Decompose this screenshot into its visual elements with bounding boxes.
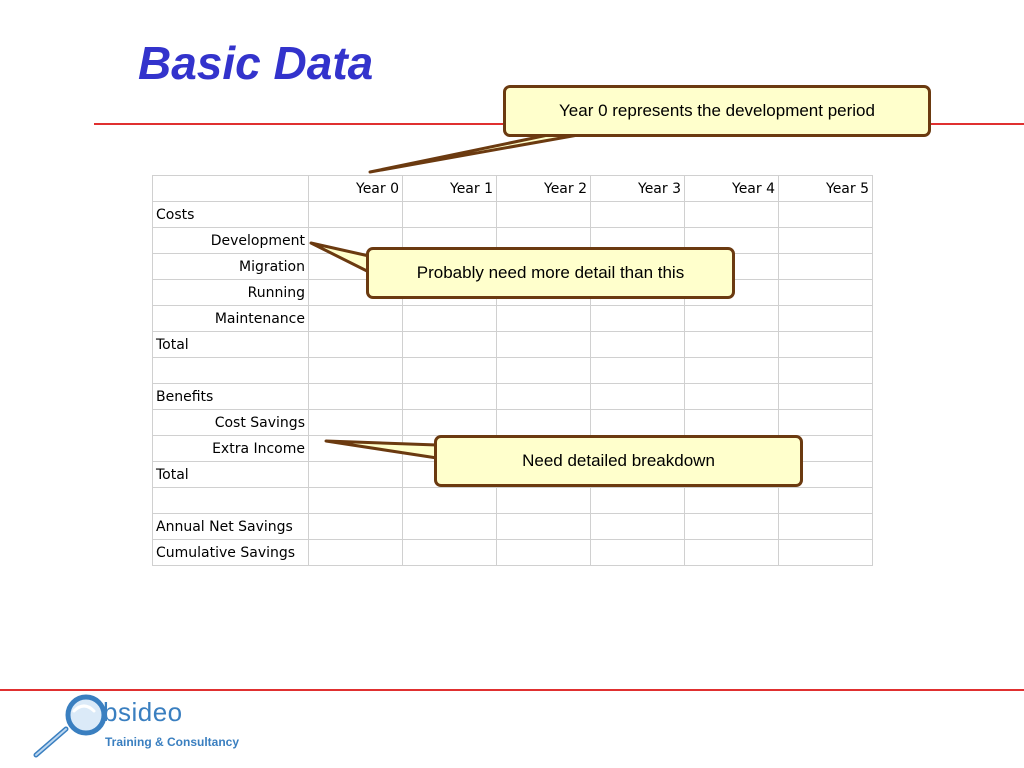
value-cell[interactable] (591, 410, 685, 436)
logo-wordmark: bsideo (103, 697, 183, 727)
value-cell[interactable] (779, 514, 873, 540)
value-cell[interactable] (779, 228, 873, 254)
table-row (153, 358, 873, 384)
logo-tagline: Training & Consultancy (105, 735, 240, 749)
value-cell[interactable] (591, 488, 685, 514)
value-cell[interactable] (779, 358, 873, 384)
value-cell[interactable] (779, 488, 873, 514)
value-cell[interactable] (403, 202, 497, 228)
header-cell-year-0: Year 0 (309, 176, 403, 202)
row-label: Running (153, 280, 309, 306)
value-cell[interactable] (591, 384, 685, 410)
value-cell[interactable] (309, 540, 403, 566)
value-cell[interactable] (497, 202, 591, 228)
value-cell[interactable] (403, 384, 497, 410)
value-cell[interactable] (685, 410, 779, 436)
value-cell[interactable] (779, 384, 873, 410)
value-cell[interactable] (309, 306, 403, 332)
value-cell[interactable] (685, 540, 779, 566)
value-cell[interactable] (309, 358, 403, 384)
value-cell[interactable] (685, 306, 779, 332)
header-cell-year-2: Year 2 (497, 176, 591, 202)
value-cell[interactable] (685, 332, 779, 358)
row-label: Cumulative Savings (153, 540, 309, 566)
value-cell[interactable] (685, 488, 779, 514)
value-cell[interactable] (309, 332, 403, 358)
value-cell[interactable] (497, 332, 591, 358)
value-cell[interactable] (403, 488, 497, 514)
value-cell[interactable] (779, 202, 873, 228)
value-cell[interactable] (591, 540, 685, 566)
row-label: Annual Net Savings (153, 514, 309, 540)
callout-year0: Year 0 represents the development period (503, 85, 931, 137)
value-cell[interactable] (685, 202, 779, 228)
bottom-divider (0, 689, 1024, 691)
value-cell[interactable] (309, 410, 403, 436)
value-cell[interactable] (403, 306, 497, 332)
callout-more-detail: Probably need more detail than this (366, 247, 735, 299)
value-cell[interactable] (779, 332, 873, 358)
table-header-row (153, 176, 873, 202)
header-cell-year-4: Year 4 (685, 176, 779, 202)
value-cell[interactable] (779, 540, 873, 566)
value-cell[interactable] (403, 358, 497, 384)
table-row (153, 488, 873, 514)
value-cell[interactable] (779, 410, 873, 436)
header-cell-empty (153, 176, 309, 202)
table-row (153, 332, 873, 358)
value-cell[interactable] (779, 306, 873, 332)
row-label: Migration (153, 254, 309, 280)
value-cell[interactable] (309, 436, 403, 462)
header-cell-year-5: Year 5 (779, 176, 873, 202)
table-row (153, 306, 873, 332)
value-cell[interactable] (403, 332, 497, 358)
table-row (153, 384, 873, 410)
value-cell[interactable] (685, 358, 779, 384)
value-cell[interactable] (309, 384, 403, 410)
row-label: Maintenance (153, 306, 309, 332)
value-cell[interactable] (309, 514, 403, 540)
row-label: Extra Income (153, 436, 309, 462)
value-cell[interactable] (497, 410, 591, 436)
table-row (153, 410, 873, 436)
value-cell[interactable] (591, 332, 685, 358)
row-label: Benefits (153, 384, 309, 410)
value-cell[interactable] (591, 514, 685, 540)
header-cell-year-3: Year 3 (591, 176, 685, 202)
callout-pointer-year0 (370, 135, 578, 172)
value-cell[interactable] (779, 254, 873, 280)
value-cell[interactable] (591, 358, 685, 384)
callout-detailed-breakdown: Need detailed breakdown (434, 435, 803, 487)
value-cell[interactable] (591, 306, 685, 332)
value-cell[interactable] (497, 358, 591, 384)
value-cell[interactable] (497, 384, 591, 410)
value-cell[interactable] (685, 514, 779, 540)
row-label: Total (153, 462, 309, 488)
value-cell[interactable] (403, 514, 497, 540)
row-label (153, 358, 309, 384)
value-cell[interactable] (309, 488, 403, 514)
value-cell[interactable] (309, 202, 403, 228)
slide-title: Basic Data (138, 37, 374, 89)
value-cell[interactable] (497, 540, 591, 566)
header-cell-year-1: Year 1 (403, 176, 497, 202)
row-label: Costs (153, 202, 309, 228)
table-row (153, 540, 873, 566)
value-cell[interactable] (309, 462, 403, 488)
value-cell[interactable] (497, 514, 591, 540)
value-cell[interactable] (497, 306, 591, 332)
row-label: Total (153, 332, 309, 358)
table-row (153, 202, 873, 228)
value-cell[interactable] (403, 410, 497, 436)
row-label (153, 488, 309, 514)
value-cell[interactable] (779, 280, 873, 306)
row-label: Cost Savings (153, 410, 309, 436)
data-table (152, 175, 873, 566)
value-cell[interactable] (591, 202, 685, 228)
value-cell[interactable] (403, 540, 497, 566)
value-cell[interactable] (497, 488, 591, 514)
table-row (153, 514, 873, 540)
row-label: Development (153, 228, 309, 254)
value-cell[interactable] (685, 384, 779, 410)
